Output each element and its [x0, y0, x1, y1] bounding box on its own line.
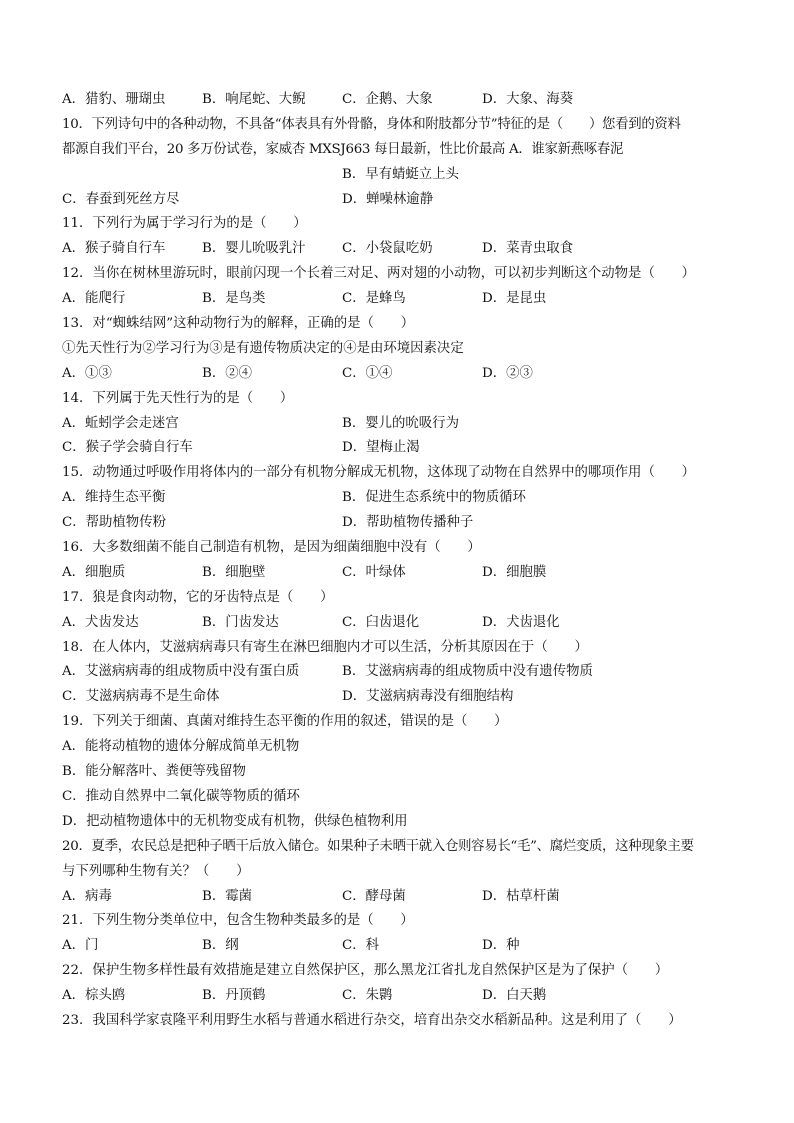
answer-option: C．酵母菌: [342, 888, 406, 904]
answer-option: C．朱鹮: [342, 988, 393, 1004]
answer-option: A．艾滋病病毒的组成物质中没有蛋白质: [62, 664, 300, 680]
line-text: 11．下列行为属于学习行为的是（ ）: [62, 216, 307, 232]
question-text-line: [62, 835, 740, 860]
answer-option: A．①③: [62, 365, 112, 381]
options-row: [62, 486, 740, 511]
question-text-line: [62, 710, 740, 735]
line-text: 21．下列生物分类单位中，包含生物种类最多的是（ ）: [62, 913, 414, 929]
question-text-line: [62, 461, 740, 486]
options-row: [62, 934, 740, 959]
answer-option: D．②③: [482, 365, 533, 381]
question-text-line: [62, 735, 740, 760]
question-text-line: [62, 212, 740, 237]
option-text: B．早有蜻蜓立上头: [342, 166, 459, 182]
answer-option: B．霉菌: [202, 888, 253, 904]
line-text: 22．保护生物多样性最有效措施是建立自然保护区，那么黑龙江省扎龙自然保护区是为了保护（ ）: [62, 963, 669, 979]
question-text-line: [62, 337, 740, 362]
line-text: 17．狼是食肉动物，它的牙齿特点是（ ）: [62, 589, 334, 605]
question-text-line: [62, 586, 740, 611]
line-text: D．把动植物遗体中的无机物变成有机物，供绿色植物利用: [62, 813, 408, 829]
answer-option: D．犬齿退化: [482, 614, 560, 630]
question-text-line: [62, 536, 740, 561]
answer-option: B．门齿发达: [202, 614, 279, 630]
line-text: B．能分解落叶、粪便等残留物: [62, 764, 246, 780]
question-text-line: [62, 909, 740, 934]
answer-option: B．响尾蛇、大鲵: [202, 92, 306, 107]
answer-option: D．艾滋病病毒没有细胞结构: [342, 689, 514, 705]
line-text: A．能将动植物的遗体分解成简单无机物: [62, 739, 300, 755]
answer-option: C．猴子学会骑自行车: [62, 440, 193, 456]
answer-option: D．种: [482, 938, 520, 954]
answer-option: C．帮助植物传粉: [62, 515, 166, 531]
answer-option: C．叶绿体: [342, 564, 406, 580]
answer-option: B．婴儿的吮吸行为: [342, 415, 459, 431]
answer-option: C．臼齿退化: [342, 614, 420, 630]
answer-option: A．棕头鸥: [62, 988, 126, 1004]
answer-option: D．细胞膜: [482, 564, 547, 580]
options-row: [62, 88, 740, 113]
line-text: 15．动物通过呼吸作用将体内的一部分有机物分解成无机物，这体现了动物在自然界中的哪项作用（ ）: [62, 465, 696, 481]
answer-option: C．企鹅、大象: [342, 92, 433, 107]
line-text: 20．夏季，农民总是把种子晒干后放入储仓。如果种子未晒干就入仓则容易长“毛”、腐烂变质，这种现象主要: [62, 838, 694, 854]
options-row: [62, 287, 740, 312]
line-text: 19．下列关于细菌、真菌对维持生态平衡的作用的叙述，错误的是（ ）: [62, 714, 508, 730]
options-row: [62, 436, 740, 461]
answer-option: D．菜青虫取食: [482, 241, 574, 257]
options-row: [62, 984, 740, 1009]
options-row: [62, 412, 740, 437]
answer-option: B．②④: [202, 365, 253, 381]
answer-option: C．小袋鼠吃奶: [342, 241, 433, 257]
answer-option: C．是蜂鸟: [342, 291, 406, 307]
question-text-line: [62, 113, 740, 138]
question-text-line: [62, 387, 740, 412]
options-row: [62, 685, 740, 710]
line-text: 23．我国科学家袁隆平利用野生水稻与普通水稻进行杂交，培育出杂交水稻新品种。这是利用了（ ）: [62, 1012, 682, 1028]
question-text-line: [62, 959, 740, 984]
answer-option: A．猎豹、珊瑚虫: [62, 92, 166, 107]
question-text-line: [62, 760, 740, 785]
answer-option: D．大象、海葵: [482, 92, 574, 107]
answer-option: B．婴儿吮吸乳汁: [202, 241, 306, 257]
line-text: 16．大多数细菌不能自己制造有机物，是因为细菌细胞中没有（ ）: [62, 540, 481, 556]
line-text: 14．下列属于先天性行为的是（ ）: [62, 390, 294, 406]
question-text-line: [62, 810, 740, 835]
options-row: [62, 237, 740, 262]
line-text: 10．下列诗句中的各种动物，不具备“体表具有外骨骼，身体和附肢都分节”特征的是（ ）您看到的资料: [62, 116, 681, 132]
line-text: 都源自我们平台，20 多万份试卷，家威杏 MXSJ663 每日最新，性比价最高 A．谁家新燕啄春泥: [62, 141, 624, 157]
answer-option: D．望梅止渴: [342, 440, 420, 456]
answer-option: A．能爬行: [62, 291, 126, 307]
question-text-line: [62, 312, 740, 337]
answer-option: B．是鸟类: [202, 291, 266, 307]
options-row: [62, 561, 740, 586]
answer-option: A．门: [62, 938, 99, 954]
options-row: [62, 188, 740, 213]
answer-option: A．蚯蚓学会走迷宫: [62, 415, 179, 431]
question-text-line: [62, 138, 740, 163]
question-text-line: [62, 785, 740, 810]
question-list: [62, 88, 740, 1034]
question-text-line: [62, 860, 740, 885]
answer-option: D．是昆虫: [482, 291, 547, 307]
question-text-line: [62, 1009, 740, 1034]
answer-option: C．艾滋病病毒不是生命体: [62, 689, 220, 705]
answer-option: B．促进生态系统中的物质循环: [342, 490, 526, 506]
answer-option: C．科: [342, 938, 380, 954]
option-line: [62, 163, 740, 188]
answer-option: A．细胞质: [62, 564, 126, 580]
line-text: 与下列哪种生物有关？（ ）: [62, 863, 250, 879]
answer-option: C．春蚕到死丝方尽: [62, 191, 180, 207]
answer-option: A．犬齿发达: [62, 614, 139, 630]
line-text: ①先天性行为②学习行为③是有遗传物质决定的④是由环境因素决定: [62, 340, 464, 356]
line-text: C．推动自然界中二氧化碳等物质的循环: [62, 788, 300, 804]
answer-option: B．丹顶鹤: [202, 988, 266, 1004]
answer-option: A．维持生态平衡: [62, 490, 166, 506]
question-text-line: [62, 636, 740, 661]
answer-option: B．细胞壁: [202, 564, 266, 580]
answer-option: B．纲: [202, 938, 239, 954]
answer-option: A．猴子骑自行车: [62, 241, 166, 257]
answer-option: D．蝉噪林逾静: [342, 191, 434, 207]
answer-option: B．艾滋病病毒的组成物质中没有遗传物质: [342, 664, 593, 680]
options-row: [62, 511, 740, 536]
line-text: 13．对“蜘蛛结网”这种动物行为的解释，正确的是（ ）: [62, 316, 415, 332]
options-row: [62, 885, 740, 910]
answer-option: C．①④: [342, 365, 393, 381]
options-row: [62, 660, 740, 685]
answer-option: D．帮助植物传播种子: [342, 515, 474, 531]
answer-option: A．病毒: [62, 888, 112, 904]
line-text: 12．当你在树林里游玩时，眼前闪现一个长着三对足、两对翅的小动物，可以初步判断这个动物是（ ）: [62, 266, 696, 282]
question-text-line: [62, 262, 740, 287]
options-row: [62, 611, 740, 636]
answer-option: D．白天鹅: [482, 988, 547, 1004]
options-row: [62, 362, 740, 387]
answer-option: D．枯草杆菌: [482, 888, 560, 904]
line-text: 18．在人体内，艾滋病病毒只有寄生在淋巴细胞内才可以生活，分析其原因在于（ ）: [62, 639, 588, 655]
